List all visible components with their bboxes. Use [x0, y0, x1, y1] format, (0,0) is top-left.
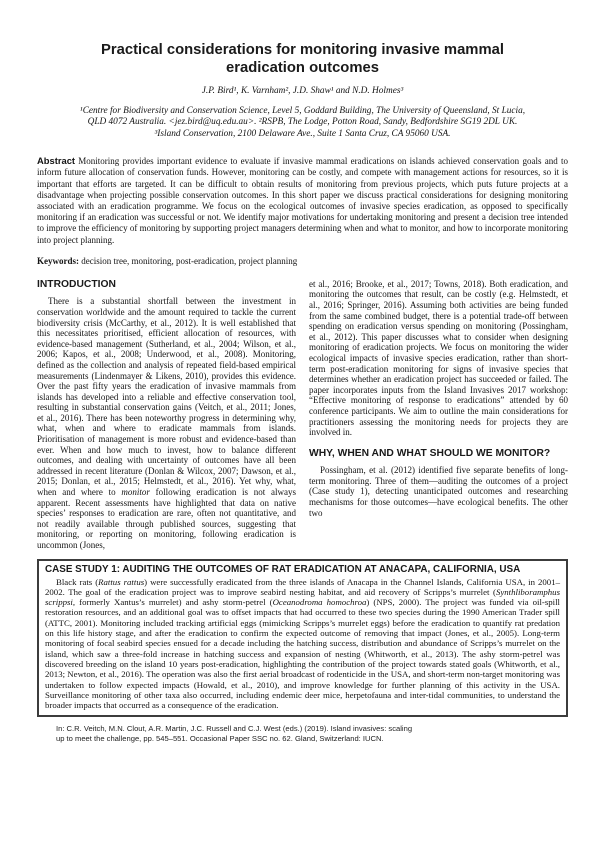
why-section-paragraph: Possingham, et al. (2012) identified five separate benefits of long-term monitoring. Three of them—auditing the outcomes of a project (Case study 1), detecting unanticipated outcomes and researching mechanisms for those outcomes—have ecological benefits. The other two	[309, 465, 568, 518]
citation-footer	[56, 724, 568, 743]
case-study-box	[37, 559, 568, 718]
two-column-body	[37, 279, 568, 551]
abstract-label: Abstract	[37, 155, 76, 167]
case-study-heading: CASE STUDY 1: AUDITING THE OUTCOMES OF RAT ERADICATION AT ANACAPA, CALIFORNIA, USA	[45, 563, 521, 575]
abstract-text: Monitoring provides important evidence to evaluate if invasive mammal eradications on islands achieved conservation goals and to inform future allocation of conservation funds. However, monitoring can be costly, and compete with management actions for resources, so it is important that efforts are targeted. It can be difficult to obtain results of monitoring from previous projects, which puts future projects at a disadvantage when projecting possible conservation outcomes. In this short paper we discuss practical considerations for designing monitoring associated with an eradication programme. We focus on the ecological outcomes of invasive species eradication, as opposed to specifically monitoring if an eradication was successful or not. We identify major motivations for undertaking monitoring and present a decision tree intended to improve the efficiency of monitoring by supporting project managers determining when and what to monitor, and how to incorporate monitoring into project planning.	[37, 156, 568, 245]
paper-title: Practical considerations for monitoring invasive mammal eradication outcomes	[101, 42, 504, 76]
affiliation-line: QLD 4072 Australia. <jez.bird@uq.edu.au>. ²RSPB, The Lodge, Potton Road, Sandy, Bedfordshire SG19 2DL UK.	[87, 117, 518, 128]
keywords-label: Keywords:	[37, 255, 79, 266]
species-name-italic: Oceanodroma homochroa	[272, 597, 367, 608]
case-study-text: Black rats (	[56, 576, 99, 587]
introduction-paragraph	[37, 296, 296, 550]
affiliations-block	[37, 106, 568, 140]
authors-line: J.P. Bird¹, K. Varnham², J.D. Shaw¹ and N.D. Holmes³	[201, 86, 404, 96]
case-study-text: ) were successfully eradicated from the three islands of Anacapa in the Channel Islands, California USA, in 2001–2002. The goal of the eradication project was to improve seabird nesting habitat, and aid recovery of Scripps’s murrelet (	[45, 576, 560, 597]
affiliation-line: ¹Centre for Biodiversity and Conservation Science, Level 5, Goddard Building, The University of Queensland, St Lucia,	[79, 106, 526, 116]
species-name-italic: Rattus rattus	[98, 576, 145, 587]
introduction-italic-word: monitor	[121, 487, 150, 498]
species-name-italic: Synthliboramphus scrippsi	[45, 586, 560, 608]
citation-line: In: C.R. Veitch, M.N. Clout, A.R. Martin, J.C. Russell and C.J. West (eds.) (2019). Island invasives: scaling	[56, 724, 413, 734]
keywords-text: decision tree, monitoring, post-eradication, project planning	[79, 255, 298, 266]
introduction-text: There is a substantial shortfall between the investment in conservation worldwide and the amount required to tackle the current biodiversity crisis (McCarthy, et al., 2012). It is well established that this necessitates prioritised, efficient allocation of resources, with evidence-based management (Sutherland, et al., 2004; Wilson, et al., 2006; Kapos, et al., 2008; Underwood, et al., 2008). Monitoring, defined as the collection and analysis of repeated field-based empirical measurements (Lindenmayer & Likens, 2010), provides this evidence. Over the past fifty years the eradication of invasive mammals from islands has developed into a reliable and effective conservation tool, resulting in substantial conservation gains (Veitch, et al., 2011; Jones, et al., 2016). There has been noteworthy progress in determining why, what, when and where to eradicate mammals from islands. Prioritisation of management is more robust and evidence-based than ever. When and how much to invest, how to balance different outcomes, and dealing with uncertainty of outcomes have all been addressed in recent literature (Donlan & Wilcox, 2007; Dawson, et al., 2015; Donlan, et al., 2015; Helmstedt, et al., 2016). Yet why, what, when and where to	[37, 296, 296, 498]
section-heading-introduction: INTRODUCTION	[37, 278, 116, 290]
case-study-paragraph	[45, 577, 560, 711]
introduction-text: following eradication is not always apparent. Recent assessments have highlighted that data on native species’ responses to eradication are rare, often not quantitative, and not readily available through published sources, suggesting that monitoring, or reporting on monitoring, following eradication is uncommon (Jones,	[37, 487, 296, 550]
case-study-text: , formerly Xantus’s murrelet) and ashy storm-petrel (	[72, 597, 273, 608]
section-heading-why-when-what: WHY, WHEN AND WHAT SHOULD WE MONITOR?	[309, 447, 551, 459]
case-study-text: ) (NPS, 2000). The project was funded via oil-spill restoration resources, and an additional goal was to offset impacts that had occurred to these two species during the 1990 American Trader spill (ATTC, 2001). Monitoring included tracking artificial eggs (mimicking Scripps’s murrelet eggs) before the eradication to quantify rat predation on this life history stage, and after the eradication to confirm the expected outcome of removing that impact (Jones, et al., 2005). Long-term monitoring of focal seabird species ensued for a decade including the hatching success, distribution and abundance of Scripps’s murrelet on the island, which saw a three-fold increase in hatching success and expansion of nesting (Whitworth, et al., 2013). The ashy storm-petrel was discovered breeding on the island 10 years post-eradication, highlighting the contribution of the project towards stated goals (Whitworth, et al., 2013; Newton, et al., 2016). The operation was also the first aerial broadcast of rodenticide in the USA, and short-term non-target monitoring was undertaken to follow expected impacts (Howald, et al., 2010), and improve knowledge for further planning of this activity in the USA. Surveillance monitoring of other taxa also occurred, including endemic deer mice, herpetofauna and inter-tidal communities, to understand the broader impacts that occurred as a consequence of the eradication.	[45, 597, 560, 711]
citation-line: up to meet the challenge, pp. 545–551. Occasional Paper SSC no. 62. Gland, Switzerland: IUCN.	[56, 734, 384, 744]
left-column	[37, 279, 296, 551]
keywords-line	[37, 256, 568, 266]
right-column	[309, 279, 568, 551]
abstract-paragraph	[37, 155, 568, 246]
introduction-continuation-paragraph: et al., 2016; Brooke, et al., 2017; Towns, 2018). Both eradication, and monitoring the outcomes that result, can be costly (e.g. Helmstedt, et al., 2016; Springer, 2016). Assuming both activities are being funded from the same combined budget, there is a potential trade-off between spending on eradication versus spending on monitoring (Possingham, et al., 2012). This paper discusses what to consider when designing monitoring of eradication projects. We focus on monitoring the wider ecological impacts of invasive species eradication, rather than short-term post-eradication monitoring for signs of invasive species that determines whether an eradication project has succeeded or failed. The paper incorporates inputs from the Island Invasives 2017 workshop: “Effective monitoring of response to eradications” attended by 60 conference participants. We aim to outline the main considerations for practitioners assessing the monitoring needs for projects they are involved in.	[309, 278, 568, 438]
affiliation-line: ³Island Conservation, 2100 Delaware Ave., Suite 1 Santa Cruz, CA 95060 USA.	[154, 128, 451, 139]
